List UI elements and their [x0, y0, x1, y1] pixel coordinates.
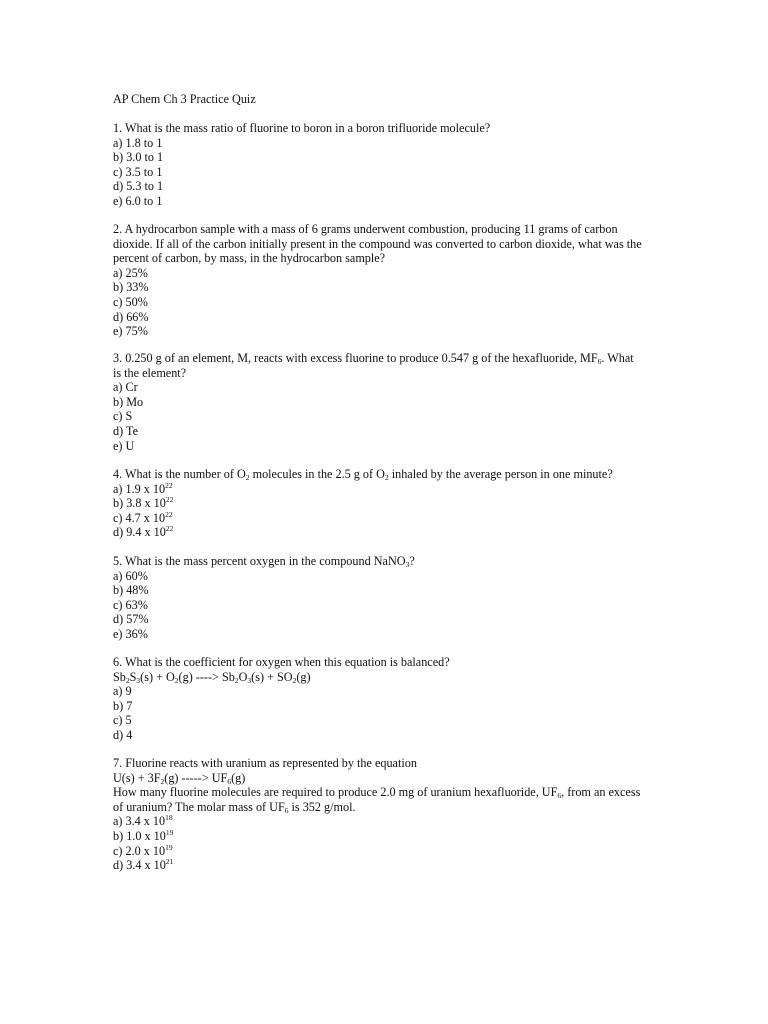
answer-option: d) 9.4 x $10^{22}$ — [113, 524, 174, 540]
question-text: 5. What is the mass percent oxygen in the compound NaNO$_3$? — [113, 554, 415, 569]
answer-option: a) 25% — [113, 265, 148, 280]
answer-option: b) 3.8 x $10^{22}$ — [113, 495, 174, 511]
question-2 — [113, 222, 643, 339]
answer-option: e) 75% — [113, 324, 148, 339]
answer-option: a) 9 — [113, 684, 132, 699]
answer-options — [113, 266, 643, 339]
question-3 — [113, 351, 643, 453]
question-text: 4. What is the number of $O_2$ molecules in the 2.5 g of $O_2$ inhaled by the average person in one minute? — [113, 467, 613, 482]
answer-option: c) 50% — [113, 294, 148, 309]
answer-options — [113, 684, 643, 742]
answer-option: a) 1.8 to 1 — [113, 135, 163, 150]
question-6 — [113, 655, 643, 743]
answer-options — [113, 569, 643, 642]
answer-option: c) 5 — [113, 713, 132, 728]
answer-option: b) 33% — [113, 280, 149, 295]
page-title: AP Chem Ch 3 Practice Quiz — [113, 92, 256, 106]
answer-option: e) U — [113, 438, 135, 453]
question-text: 3. 0.250 g of an element, M, reacts with excess fluorine to produce 0.547 g of the hexafluoride, $MF_6$. What is the element? — [113, 351, 634, 380]
answer-option: d) 4 — [113, 727, 133, 742]
answer-option: b) 7 — [113, 698, 133, 713]
question-7 — [113, 756, 643, 873]
answer-option: d) 57% — [113, 612, 149, 627]
answer-option: d) 66% — [113, 309, 149, 324]
answer-option: d) 5.3 to 1 — [113, 179, 164, 194]
question-text: 2. A hydrocarbon sample with a mass of 6 grams underwent combustion, producing 11 grams of carbon dioxide. If all of the carbon initially present in the compound was converted to carbon dioxide, what was the percent of carbon, by mass, in the hydrocarbon sample? — [113, 222, 642, 266]
chemical-equation: $U(s) + 3F_2(g)$ -----> $UF_6(g)$ — [113, 770, 246, 786]
question-5 — [113, 554, 643, 642]
answer-option: b) 1.0 x $10^{19}$ — [113, 827, 174, 843]
answer-option: a) 1.9 x $10^{22}$ — [113, 480, 173, 496]
question-text: 1. What is the mass ratio of fluorine to boron in a boron trifluoride molecule? — [113, 121, 491, 135]
answer-option: d) 3.4 x $10^{21}$ — [113, 857, 174, 873]
answer-option: d) Te — [113, 423, 138, 438]
question-text: 7. Fluorine reacts with uranium as represented by the equation — [113, 756, 417, 770]
question-1 — [113, 121, 643, 209]
answer-option: c) 2.0 x $10^{19}$ — [113, 842, 173, 858]
answer-option: a) 3.4 x $10^{18}$ — [113, 813, 173, 829]
chemical-equation: $Sb_2S_3(s) + O_2(g)$ ----> $Sb_2O_3(s) + SO_2(g)$ — [113, 669, 311, 685]
answer-option: b) 3.0 to 1 — [113, 150, 164, 165]
answer-options — [113, 482, 643, 540]
answer-options — [113, 380, 643, 453]
answer-option: c) 4.7 x $10^{22}$ — [113, 509, 173, 525]
answer-option: a) Cr — [113, 380, 138, 395]
answer-options — [113, 136, 643, 209]
answer-option: e) 6.0 to 1 — [113, 193, 163, 208]
question-4 — [113, 467, 643, 540]
question-text-continued: How many fluorine molecules are required to produce 2.0 mg of uranium hexafluoride, $UF_6$, from an excess of uranium? The molar mass of $UF_6$ is 352 g/mol. — [113, 785, 641, 815]
answer-options — [113, 814, 643, 872]
answer-option: c) S — [113, 409, 133, 424]
answer-option: c) 63% — [113, 597, 148, 612]
answer-option: e) 36% — [113, 626, 148, 641]
answer-option: c) 3.5 to 1 — [113, 164, 163, 179]
answer-option: b) Mo — [113, 394, 144, 409]
question-text: 6. What is the coefficient for oxygen when this equation is balanced? — [113, 655, 450, 669]
answer-option: b) 48% — [113, 583, 149, 598]
answer-option: a) 60% — [113, 568, 148, 583]
